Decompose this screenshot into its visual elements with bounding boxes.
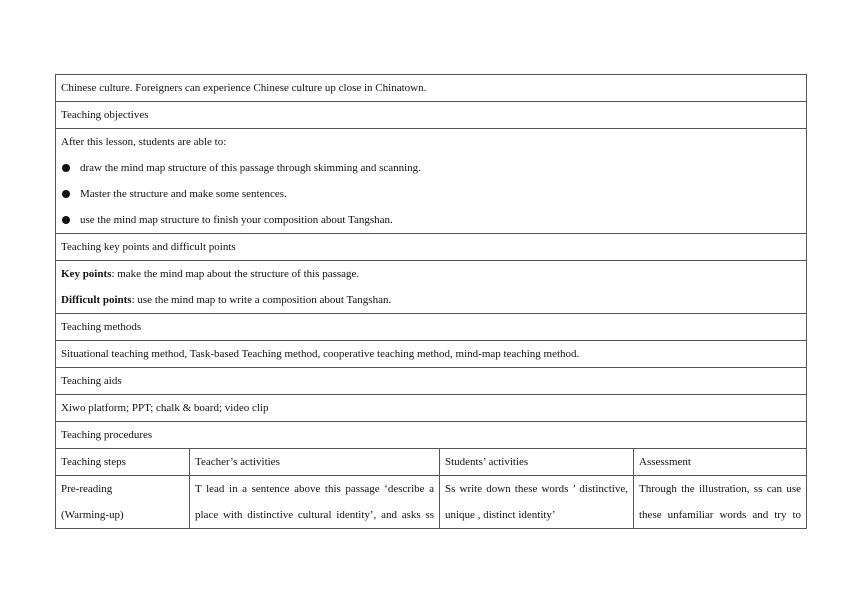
aids-text: Xiwo platform; PPT; chalk & board; video clip (61, 402, 269, 414)
list-item (61, 207, 801, 233)
methods-heading-cell (56, 314, 807, 341)
column-header-assessment (634, 449, 807, 476)
key-points-cell (56, 261, 807, 314)
teacher-line-2: place with distinctive cultural identity’, and asks ss (195, 509, 434, 521)
assessment-cell (634, 476, 807, 529)
table-row (56, 102, 807, 129)
methods-cell (56, 341, 807, 368)
table-row (56, 129, 807, 234)
objectives-heading-cell (56, 102, 807, 129)
column-header-teacher-label: Teacher’s activities (195, 456, 280, 468)
difficult-points-label: Difficult points (61, 294, 132, 306)
students-line-1: Ss write down these words ’ distinctive, (445, 483, 628, 495)
table-row (56, 368, 807, 395)
difficult-points-text: : use the mind map to write a composition about Tangshan. (131, 294, 392, 306)
objective-item-1: draw the mind map structure of this passage through skimming and scanning. (80, 162, 421, 174)
table-row (56, 261, 807, 314)
table-row (56, 234, 807, 261)
column-header-students-label: Students’ activities (445, 456, 529, 468)
objectives-intro: After this lesson, students are able to: (61, 136, 227, 148)
methods-text: Situational teaching method, Task-based Teaching method, cooperative teaching method, mind-map teaching method. (61, 348, 580, 360)
assessment-line-1: Through the illustration, ss can use (639, 483, 802, 495)
assessment-line-2: these unfamiliar words and try to (639, 509, 802, 521)
list-item (61, 181, 801, 207)
objective-item-3: use the mind map structure to finish your composition about Tangshan. (80, 214, 393, 226)
table-header-row (56, 449, 807, 476)
objective-item-2: Master the structure and make some sentences. (80, 188, 287, 200)
key-points-heading: Teaching key points and difficult points (61, 241, 236, 253)
table-row (56, 422, 807, 449)
step-cell (56, 476, 190, 529)
key-points-line (61, 261, 801, 287)
key-points-label: Key points (61, 268, 112, 280)
table-row (56, 395, 807, 422)
difficult-points-line (61, 287, 801, 313)
column-header-assessment-label: Assessment (639, 456, 691, 468)
key-points-text: : make the mind map about the structure of this passage. (111, 268, 360, 280)
bullet-icon (62, 164, 70, 172)
aids-heading-cell (56, 368, 807, 395)
procedures-heading: Teaching procedures (61, 429, 153, 441)
intro-cell (56, 75, 807, 102)
procedures-heading-cell (56, 422, 807, 449)
table-row (56, 314, 807, 341)
aids-cell (56, 395, 807, 422)
table-row (56, 476, 807, 529)
teacher-line-1: T lead in a sentence above this passage ‘describe a (195, 483, 434, 495)
column-header-steps (56, 449, 190, 476)
lesson-plan-table (55, 74, 807, 529)
list-item (61, 155, 801, 181)
column-header-steps-label: Teaching steps (61, 456, 126, 468)
bullet-icon (62, 190, 70, 198)
step-line-1: Pre-reading (61, 483, 113, 495)
students-line-2: unique , distinct identity’ (445, 509, 556, 521)
bullet-icon (62, 216, 70, 224)
intro-text: Chinese culture. Foreigners can experience Chinese culture up close in Chinatown. (61, 82, 427, 94)
column-header-students (440, 449, 634, 476)
table-row (56, 75, 807, 102)
step-line-2: (Warming-up) (61, 509, 124, 521)
methods-heading: Teaching methods (61, 321, 142, 333)
objectives-heading: Teaching objectives (61, 109, 149, 121)
column-header-teacher (190, 449, 440, 476)
teacher-activities-cell (190, 476, 440, 529)
key-points-heading-cell (56, 234, 807, 261)
aids-heading: Teaching aids (61, 375, 122, 387)
objectives-cell (56, 129, 807, 234)
table-row (56, 341, 807, 368)
students-activities-cell (440, 476, 634, 529)
